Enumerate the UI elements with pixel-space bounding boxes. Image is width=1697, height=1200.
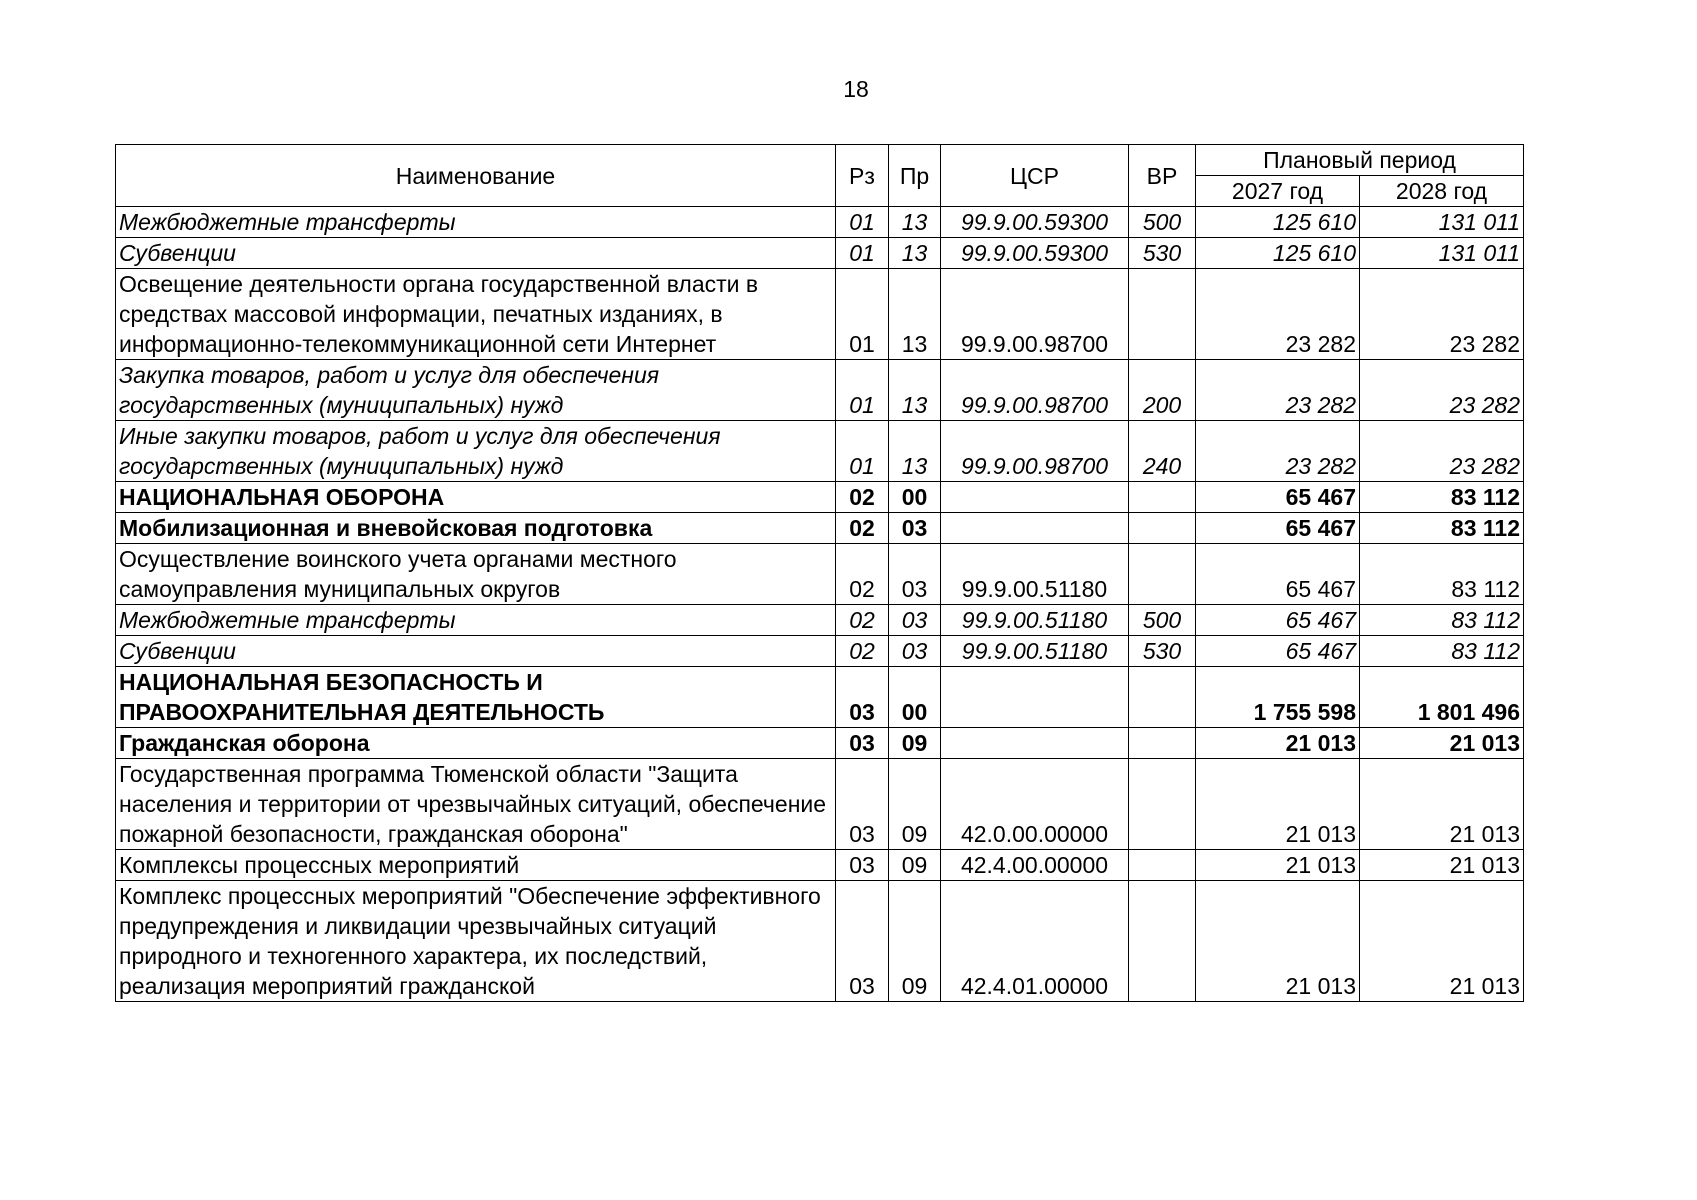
row-value-2027: 65 467 xyxy=(1196,544,1360,605)
row-pr: 13 xyxy=(889,421,941,482)
row-rz: 01 xyxy=(836,421,889,482)
row-value-2028: 83 112 xyxy=(1360,605,1524,636)
row-pr: 13 xyxy=(889,207,941,238)
table-row xyxy=(116,636,1524,667)
row-value-2027: 65 467 xyxy=(1196,636,1360,667)
header-year-2027: 2027 год xyxy=(1196,176,1360,207)
row-pr: 09 xyxy=(889,759,941,850)
row-rz: 02 xyxy=(836,636,889,667)
row-pr: 03 xyxy=(889,605,941,636)
table-row xyxy=(116,850,1524,881)
row-csr xyxy=(941,482,1129,513)
row-csr: 42.4.01.00000 xyxy=(941,881,1129,1002)
header-rz: Рз xyxy=(836,145,889,207)
row-value-2027: 23 282 xyxy=(1196,421,1360,482)
row-vr xyxy=(1129,759,1196,850)
header-pr: Пр xyxy=(889,145,941,207)
row-vr xyxy=(1129,544,1196,605)
row-pr: 13 xyxy=(889,269,941,360)
row-csr: 42.0.00.00000 xyxy=(941,759,1129,850)
row-value-2028: 83 112 xyxy=(1360,544,1524,605)
table-row xyxy=(116,728,1524,759)
row-pr: 03 xyxy=(889,544,941,605)
row-vr: 500 xyxy=(1129,605,1196,636)
row-name: Межбюджетные трансферты xyxy=(116,605,836,636)
row-vr xyxy=(1129,513,1196,544)
row-value-2027: 23 282 xyxy=(1196,360,1360,421)
row-pr: 13 xyxy=(889,238,941,269)
row-value-2028: 23 282 xyxy=(1360,421,1524,482)
row-vr xyxy=(1129,881,1196,1002)
row-rz: 01 xyxy=(836,238,889,269)
row-value-2028: 1 801 496 xyxy=(1360,667,1524,728)
row-value-2028: 21 013 xyxy=(1360,728,1524,759)
table-row xyxy=(116,605,1524,636)
row-csr xyxy=(941,667,1129,728)
row-value-2027: 125 610 xyxy=(1196,238,1360,269)
row-name: НАЦИОНАЛЬНАЯ БЕЗОПАСНОСТЬ И ПРАВООХРАНИТЕЛЬНАЯ ДЕЯТЕЛЬНОСТЬ xyxy=(116,667,836,728)
row-rz: 03 xyxy=(836,759,889,850)
row-csr xyxy=(941,728,1129,759)
row-rz: 02 xyxy=(836,544,889,605)
row-value-2028: 131 011 xyxy=(1360,207,1524,238)
table-row xyxy=(116,881,1524,1002)
row-name: Субвенции xyxy=(116,238,836,269)
row-name: Освещение деятельности органа государственной власти в средствах массовой информации, печатных изданиях, в информационно-телекоммуникационной сети Интернет xyxy=(116,269,836,360)
header-csr: ЦСР xyxy=(941,145,1129,207)
row-pr: 09 xyxy=(889,850,941,881)
row-value-2027: 21 013 xyxy=(1196,881,1360,1002)
table-row xyxy=(116,513,1524,544)
header-year-2028: 2028 год xyxy=(1360,176,1524,207)
row-rz: 02 xyxy=(836,513,889,544)
row-vr xyxy=(1129,728,1196,759)
row-name: Закупка товаров, работ и услуг для обеспечения государственных (муниципальных) нужд xyxy=(116,360,836,421)
row-rz: 01 xyxy=(836,360,889,421)
row-csr xyxy=(941,513,1129,544)
row-vr: 240 xyxy=(1129,421,1196,482)
table-row xyxy=(116,482,1524,513)
row-name: НАЦИОНАЛЬНАЯ ОБОРОНА xyxy=(116,482,836,513)
row-csr: 99.9.00.59300 xyxy=(941,207,1129,238)
row-value-2028: 131 011 xyxy=(1360,238,1524,269)
row-pr: 09 xyxy=(889,881,941,1002)
row-value-2027: 125 610 xyxy=(1196,207,1360,238)
row-value-2027: 21 013 xyxy=(1196,728,1360,759)
table-row xyxy=(116,360,1524,421)
row-rz: 03 xyxy=(836,881,889,1002)
row-csr: 99.9.00.51180 xyxy=(941,544,1129,605)
table-row xyxy=(116,667,1524,728)
row-name: Субвенции xyxy=(116,636,836,667)
row-csr: 42.4.00.00000 xyxy=(941,850,1129,881)
row-rz: 03 xyxy=(836,728,889,759)
row-csr: 99.9.00.51180 xyxy=(941,605,1129,636)
row-value-2027: 65 467 xyxy=(1196,513,1360,544)
row-value-2028: 21 013 xyxy=(1360,759,1524,850)
row-rz: 01 xyxy=(836,269,889,360)
table-row xyxy=(116,544,1524,605)
row-rz: 02 xyxy=(836,605,889,636)
header-vr: ВР xyxy=(1129,145,1196,207)
row-name: Межбюджетные трансферты xyxy=(116,207,836,238)
row-name: Осуществление воинского учета органами местного самоуправления муниципальных округов xyxy=(116,544,836,605)
row-value-2027: 65 467 xyxy=(1196,605,1360,636)
row-value-2028: 83 112 xyxy=(1360,513,1524,544)
row-csr: 99.9.00.98700 xyxy=(941,269,1129,360)
row-value-2027: 23 282 xyxy=(1196,269,1360,360)
table-row xyxy=(116,238,1524,269)
row-name: Иные закупки товаров, работ и услуг для обеспечения государственных (муниципальных) нужд xyxy=(116,421,836,482)
row-value-2027: 21 013 xyxy=(1196,850,1360,881)
row-name: Гражданская оборона xyxy=(116,728,836,759)
row-pr: 00 xyxy=(889,482,941,513)
row-vr: 530 xyxy=(1129,636,1196,667)
row-name: Комплекс процессных мероприятий "Обеспечение эффективного предупреждения и ликвидации чрезвычайных ситуаций природного и техногенного характера, их последствий, реализация мероприятий гражданской xyxy=(116,881,836,1002)
row-value-2027: 21 013 xyxy=(1196,759,1360,850)
row-value-2028: 83 112 xyxy=(1360,482,1524,513)
row-csr: 99.9.00.51180 xyxy=(941,636,1129,667)
table-row xyxy=(116,207,1524,238)
row-vr xyxy=(1129,850,1196,881)
row-name: Мобилизационная и вневойсковая подготовка xyxy=(116,513,836,544)
row-pr: 00 xyxy=(889,667,941,728)
row-vr: 530 xyxy=(1129,238,1196,269)
table-header xyxy=(116,145,1524,207)
table-body xyxy=(116,207,1524,1002)
header-planned-period: Плановый период xyxy=(1196,145,1524,176)
row-vr xyxy=(1129,269,1196,360)
row-value-2027: 1 755 598 xyxy=(1196,667,1360,728)
row-value-2028: 21 013 xyxy=(1360,850,1524,881)
row-vr xyxy=(1129,482,1196,513)
row-rz: 03 xyxy=(836,850,889,881)
row-pr: 13 xyxy=(889,360,941,421)
page-number: 18 xyxy=(843,76,869,102)
row-value-2028: 23 282 xyxy=(1360,360,1524,421)
row-value-2028: 23 282 xyxy=(1360,269,1524,360)
row-pr: 09 xyxy=(889,728,941,759)
row-name: Комплексы процессных мероприятий xyxy=(116,850,836,881)
table-row xyxy=(116,269,1524,360)
row-name: Государственная программа Тюменской области "Защита населения и территории от чрезвычайных ситуаций, обеспечение пожарной безопасности, гражданская оборона" xyxy=(116,759,836,850)
row-value-2028: 83 112 xyxy=(1360,636,1524,667)
row-vr xyxy=(1129,667,1196,728)
row-csr: 99.9.00.98700 xyxy=(941,360,1129,421)
row-value-2027: 65 467 xyxy=(1196,482,1360,513)
table-row xyxy=(116,759,1524,850)
row-value-2028: 21 013 xyxy=(1360,881,1524,1002)
header-name: Наименование xyxy=(116,145,836,207)
row-pr: 03 xyxy=(889,513,941,544)
budget-table xyxy=(115,144,1524,1002)
row-csr: 99.9.00.59300 xyxy=(941,238,1129,269)
row-rz: 01 xyxy=(836,207,889,238)
row-vr: 500 xyxy=(1129,207,1196,238)
row-vr: 200 xyxy=(1129,360,1196,421)
row-rz: 02 xyxy=(836,482,889,513)
row-pr: 03 xyxy=(889,636,941,667)
table-row xyxy=(116,421,1524,482)
row-rz: 03 xyxy=(836,667,889,728)
row-csr: 99.9.00.98700 xyxy=(941,421,1129,482)
